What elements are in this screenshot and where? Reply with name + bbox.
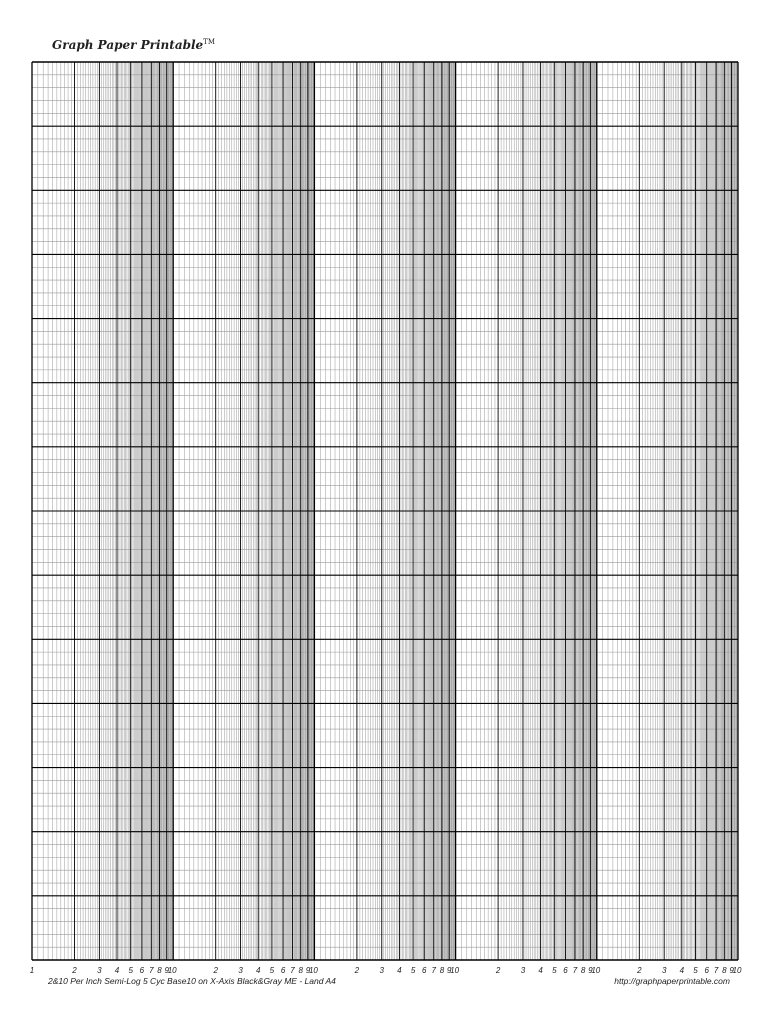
tick-label: 9 (164, 966, 169, 975)
tick-label: 8 (580, 966, 586, 975)
tick-label: 10 (732, 966, 742, 975)
tick-label: 10 (167, 966, 177, 975)
tick-label: 4 (255, 966, 261, 975)
tick-label: 2 (637, 966, 642, 975)
brand-trademark: TM (203, 38, 216, 46)
tick-label: 8 (157, 966, 162, 975)
tick-label: 1 (29, 966, 35, 975)
tick-label: 2 (495, 966, 501, 975)
tick-label: 6 (422, 966, 427, 975)
tick-label: 9 (305, 966, 311, 975)
tick-label: 5 (693, 966, 698, 975)
tick-label: 2 (354, 966, 360, 975)
tick-label: 4 (538, 966, 543, 975)
tick-label: 4 (397, 966, 402, 975)
tick-label: 10 (591, 966, 601, 975)
tick-label: 7 (149, 966, 154, 975)
axis-tick-labels (30, 966, 742, 975)
tick-label: 5 (410, 966, 416, 975)
tick-label: 4 (114, 966, 120, 975)
tick-label: 8 (298, 966, 303, 975)
tick-label: 5 (128, 966, 133, 975)
tick-label: 3 (97, 966, 102, 975)
tick-label: 7 (572, 966, 578, 975)
tick-label: 9 (446, 966, 452, 975)
tick-label: 3 (520, 966, 526, 975)
tick-label: 3 (661, 966, 667, 975)
tick-label: 6 (563, 966, 568, 975)
tick-label: 9 (729, 966, 734, 975)
tick-label: 7 (290, 966, 295, 975)
major-grid-lines (32, 62, 738, 960)
tick-label: 6 (704, 966, 709, 975)
tick-label: 6 (139, 966, 145, 975)
tick-label: 9 (588, 966, 593, 975)
brand-name: Graph Paper Printable (52, 38, 204, 52)
tick-label: 4 (679, 966, 685, 975)
paper-description: 2&10 Per Inch Semi-Log 5 Cyc Base10 on X-Axis Black&Gray ME - Land A4 (48, 976, 336, 986)
tick-label: 3 (379, 966, 384, 975)
tick-label: 7 (431, 966, 436, 975)
tick-label: 7 (713, 966, 719, 975)
source-url[interactable]: http://graphpaperprintable.com (614, 976, 730, 986)
tick-label: 6 (280, 966, 286, 975)
tick-label: 5 (269, 966, 275, 975)
tick-label: 8 (722, 966, 727, 975)
tick-label: 10 (450, 966, 460, 975)
tick-label: 10 (308, 966, 318, 975)
tick-label: 3 (238, 966, 243, 975)
tick-label: 5 (552, 966, 557, 975)
tick-label: 8 (439, 966, 445, 975)
tick-label: 2 (72, 966, 77, 975)
tick-label: 2 (213, 966, 218, 975)
